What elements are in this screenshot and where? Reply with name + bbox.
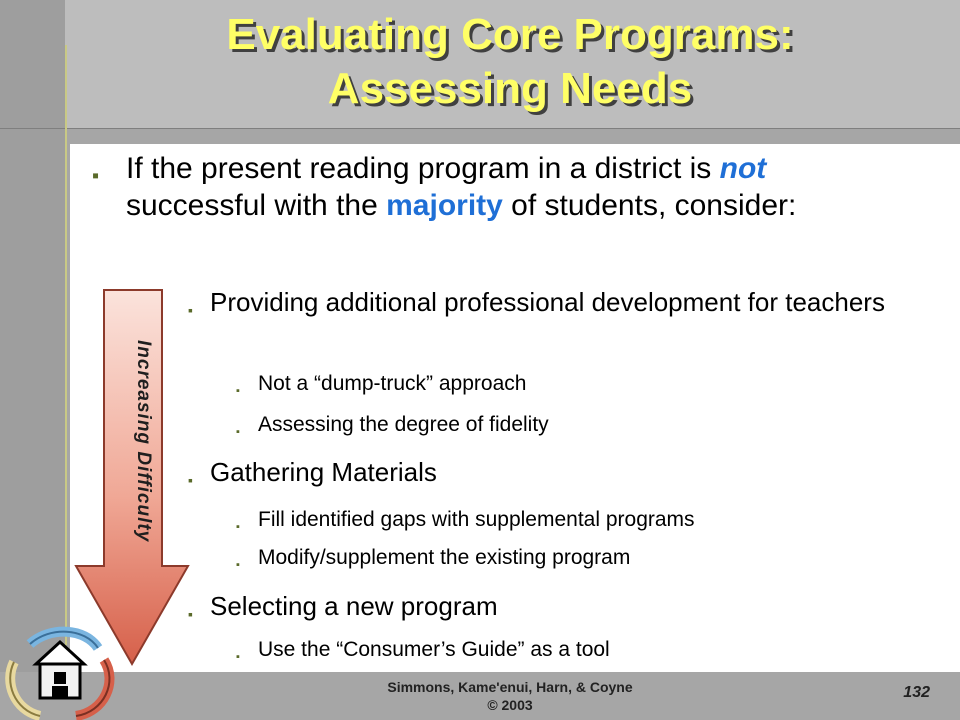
title-line-1: Evaluating Core Programs:: [226, 10, 794, 59]
footer-copyright: © 2003: [487, 697, 533, 713]
emphasis-not: not: [719, 152, 767, 185]
bullet-icon: ▪: [236, 651, 240, 663]
bullet-icon: ▪: [236, 521, 240, 533]
emphasis-majority: majority: [386, 189, 503, 222]
divider-horizontal: [0, 128, 960, 129]
bullet-icon: ▪: [236, 559, 240, 571]
sub-sub-item: [236, 507, 876, 533]
footer-credit: [330, 678, 690, 714]
sub-item-label: Selecting a new program: [210, 591, 498, 621]
sub-sub-item-label: Fill identified gaps with supplemental programs: [258, 508, 695, 531]
bullet-icon: ▪: [236, 426, 240, 438]
home-icon[interactable]: [0, 626, 120, 720]
main-bullet-text: [92, 150, 912, 224]
sub-item-professional-development: [188, 286, 913, 318]
title-line-2: Assessing Needs: [327, 64, 693, 113]
slide-title: [60, 8, 960, 116]
sub-sub-item-label: Use the “Consumer’s Guide” as a tool: [258, 638, 610, 661]
main-bullet-post: of students, consider:: [502, 189, 797, 222]
sub-item-gathering-materials: [188, 456, 913, 488]
bullet-icon: ▪: [236, 385, 240, 397]
sub-item-label: Providing additional professional development for teachers: [210, 287, 885, 317]
sub-sub-item: [236, 371, 876, 397]
sub-item-new-program: [188, 590, 913, 622]
sub-sub-item: [236, 637, 876, 663]
left-band: [0, 0, 65, 720]
sub-item-label: Gathering Materials: [210, 457, 437, 487]
bullet-icon: ▪: [188, 472, 193, 488]
divider-vertical: [65, 45, 67, 645]
bullet-icon: ▪: [188, 606, 193, 622]
bullet-icon: ▪: [92, 165, 100, 187]
main-bullet-mid: successful with the: [126, 189, 387, 222]
page-number: 132: [903, 684, 930, 701]
arrow-label: Increasing Difficulty: [133, 340, 154, 543]
main-bullet-pre: If the present reading program in a district is: [126, 152, 720, 185]
sub-sub-item: [236, 412, 876, 438]
bullet-icon: ▪: [188, 302, 193, 318]
sub-sub-item-label: Not a “dump-truck” approach: [258, 372, 527, 395]
sub-sub-item-label: Assessing the degree of fidelity: [258, 413, 549, 436]
sub-sub-item-label: Modify/supplement the existing program: [258, 546, 631, 569]
sub-sub-item: [236, 545, 876, 571]
main-bullet: [92, 150, 912, 224]
footer-authors: Simmons, Kame'enui, Harn, & Coyne: [387, 679, 633, 695]
